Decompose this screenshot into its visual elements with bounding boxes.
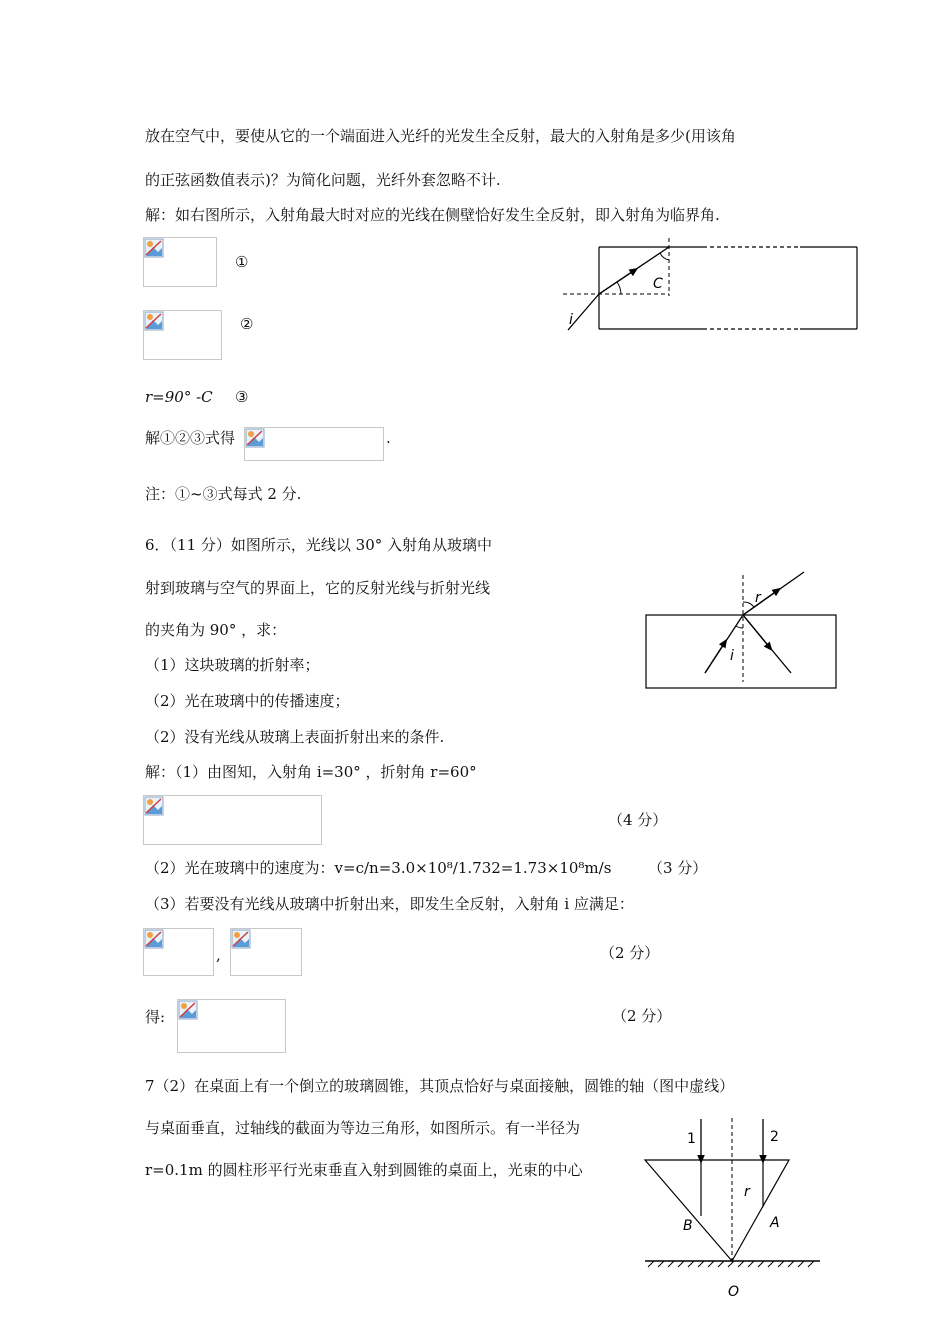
label-a: A xyxy=(770,1215,780,1231)
p5-text-line2: 的正弦函数值表示)？为简化问题，光纤外套忽略不计. xyxy=(145,171,501,189)
score-label: （2 分） xyxy=(600,944,660,962)
broken-image-icon xyxy=(144,238,164,258)
separator-comma: , xyxy=(216,946,221,964)
label-o: O xyxy=(728,1284,740,1300)
broken-image-icon xyxy=(245,428,265,448)
label-r: r xyxy=(755,590,761,606)
broken-image-icon xyxy=(144,311,164,331)
label-b: B xyxy=(683,1218,693,1234)
p7-text-line3: r=0.1m 的圆柱形平行光束垂直入射到圆锥的桌面上，光束的中心 xyxy=(145,1161,583,1179)
p6-question-2: （2）光在玻璃中的传播速度； xyxy=(145,692,350,710)
scoring-note: 注：①~③式每式 2 分. xyxy=(145,485,302,503)
equation-image-placeholder xyxy=(143,928,214,976)
glass-refraction-diagram xyxy=(643,570,843,695)
p5-text-line1: 放在空气中，要使从它的一个端面进入光纤的光发生全反射，最大的入射角是多少(用该角 xyxy=(145,127,736,145)
p6-text-line3: 的夹角为 90° ，求： xyxy=(145,621,287,639)
solve-end-period: . xyxy=(386,429,391,447)
p6-question-3: （2）没有光线从玻璃上表面折射出来的条件. xyxy=(145,728,445,746)
equation-tag-3: ③ xyxy=(235,388,249,406)
label-i: i xyxy=(569,312,573,328)
equation-image-placeholder xyxy=(177,999,286,1053)
equation-image-placeholder xyxy=(230,928,302,976)
broken-image-icon xyxy=(144,929,164,949)
p6-question-1: （1）这块玻璃的折射率； xyxy=(145,656,320,674)
equation-tag-2: ② xyxy=(240,315,254,333)
label-r: r xyxy=(744,1184,750,1200)
p6-text-line2: 射到玻璃与空气的界面上，它的反射光线与折射光线 xyxy=(145,579,491,597)
equation-3: r=90° -C xyxy=(145,388,213,406)
p6-answer-1: 解：（1）由图知，入射角 i=30° ，折射角 r=60° xyxy=(145,763,477,781)
equation-image-placeholder xyxy=(143,310,222,360)
broken-image-icon xyxy=(144,796,164,816)
score-label: （3 分） xyxy=(648,859,708,877)
inverted-cone-diagram xyxy=(640,1115,840,1305)
equation-image-placeholder xyxy=(143,237,217,287)
label-ray-1: 1 xyxy=(687,1131,696,1147)
solve-text: 解①②③式得 xyxy=(145,429,236,447)
p7-text-line2: 与桌面垂直，过轴线的截面为等边三角形，如图所示。有一半径为 xyxy=(145,1119,581,1137)
p7-text-line1: 7（2）在桌面上有一个倒立的玻璃圆锥，其顶点恰好与桌面接触，圆锥的轴（图中虚线） xyxy=(145,1077,735,1095)
p6-answer-4: 得: xyxy=(145,1008,166,1026)
equation-image-placeholder xyxy=(244,427,384,461)
p6-answer-3: （3）若要没有光线从玻璃中折射出来，即发生全反射，入射角 i 应满足： xyxy=(145,895,634,913)
broken-image-icon xyxy=(231,929,251,949)
broken-image-icon xyxy=(178,1000,198,1020)
label-ray-2: 2 xyxy=(770,1129,779,1145)
equation-tag-1: ① xyxy=(235,253,249,271)
optical-fiber-diagram xyxy=(563,238,863,338)
label-c: C xyxy=(653,276,663,292)
p6-answer-2: （2）光在玻璃中的速度为：v=c/n=3.0×10⁸/1.732=1.73×10⁸m/s xyxy=(145,859,612,877)
p5-solution-line: 解：如右图所示，入射角最大时对应的光线在侧壁恰好发生全反射，即入射角为临界角. xyxy=(145,206,720,224)
equation-image-placeholder xyxy=(143,795,322,845)
label-i: i xyxy=(730,648,734,664)
score-label: （2 分） xyxy=(612,1007,672,1025)
p6-text-line1: 6．（11 分）如图所示，光线以 30° 入射角从玻璃中 xyxy=(145,536,493,554)
score-label: （4 分） xyxy=(608,811,668,829)
